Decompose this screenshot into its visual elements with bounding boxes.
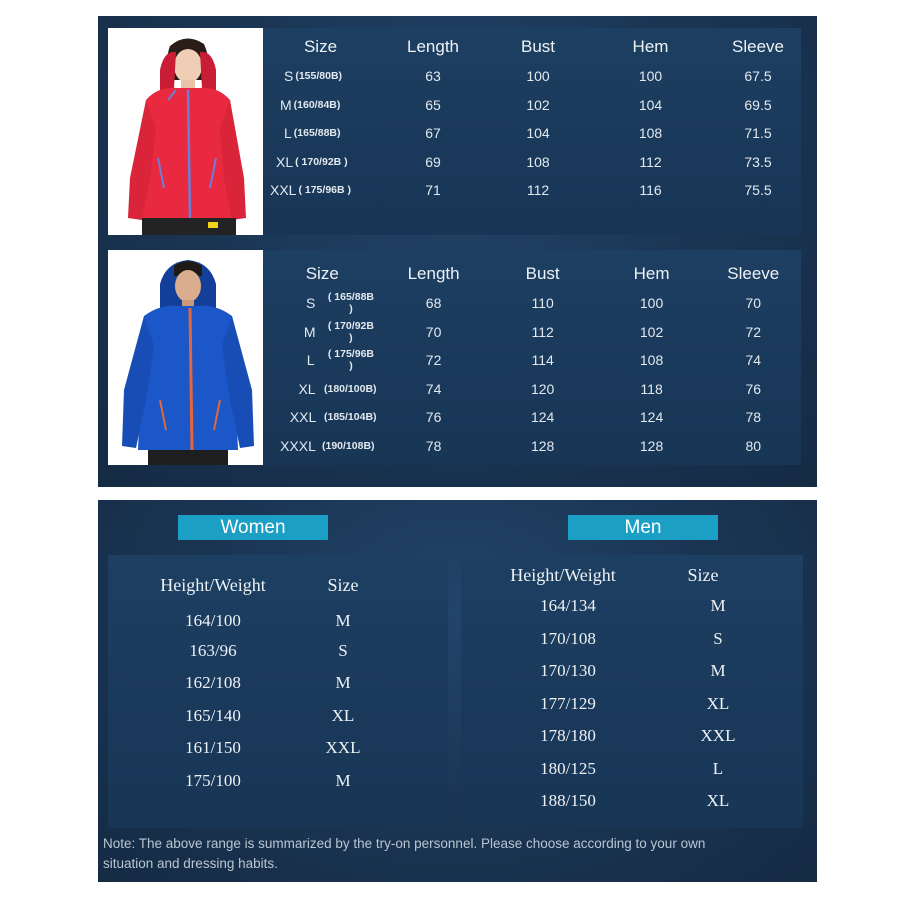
men-label: Men xyxy=(568,515,718,540)
hw-cell: 178/180 xyxy=(540,726,596,746)
size-label: XL xyxy=(276,153,294,170)
size-cell: M xyxy=(335,611,351,631)
table-row xyxy=(268,91,798,120)
size-cell: S xyxy=(713,628,723,648)
table-header-row xyxy=(488,560,768,590)
sleeve-cell: 73.5 xyxy=(744,153,772,170)
size-cell: M xyxy=(710,661,726,681)
size-label: XXL xyxy=(289,409,317,426)
hw-cell: 180/125 xyxy=(540,758,596,778)
hw-cell: 170/108 xyxy=(540,628,596,648)
size-cell: S xyxy=(338,640,348,660)
col-size: Size xyxy=(327,574,359,595)
bust-cell: 112 xyxy=(531,323,554,340)
table-row xyxy=(138,667,398,700)
size-chart-panel xyxy=(98,16,817,487)
size-measure: ( 170/92B ) xyxy=(295,155,348,168)
length-cell: 65 xyxy=(425,96,441,113)
bust-cell: 120 xyxy=(530,380,555,397)
table-row xyxy=(268,119,798,148)
size-measure: (165/88B) xyxy=(293,127,341,140)
women-label: Women xyxy=(178,515,328,540)
hw-cell: 175/100 xyxy=(185,770,241,790)
table-row xyxy=(138,635,398,668)
table-row xyxy=(268,346,798,375)
table-row xyxy=(268,176,798,205)
size-measure: ( 175/96B ) xyxy=(327,348,374,373)
size-measure: (180/100B) xyxy=(324,382,377,395)
length-cell: 70 xyxy=(425,323,442,340)
hem-cell: 112 xyxy=(639,153,662,170)
hem-cell: 108 xyxy=(638,125,663,142)
length-cell: 78 xyxy=(425,437,442,454)
length-cell: 72 xyxy=(425,352,442,369)
table-row xyxy=(138,732,398,765)
hw-cell: 165/140 xyxy=(185,705,241,725)
size-cell: M xyxy=(710,596,726,616)
sleeve-cell: 80 xyxy=(745,437,762,454)
size-label: XXL xyxy=(270,182,297,199)
sleeve-cell: 70 xyxy=(745,295,762,312)
size-cell: XL xyxy=(331,705,355,725)
sleeve-cell: 75.5 xyxy=(744,182,772,199)
hw-cell: 164/100 xyxy=(185,611,241,631)
sleeve-cell: 71.5 xyxy=(744,125,772,142)
col-bust: Bust xyxy=(520,37,556,56)
sleeve-cell: 67.5 xyxy=(744,68,772,85)
hw-cell: 177/129 xyxy=(540,693,596,713)
hw-cell: 188/150 xyxy=(540,791,596,811)
men-fit-table xyxy=(488,560,768,818)
table-row xyxy=(488,688,768,721)
size-label: XL xyxy=(298,380,316,397)
bust-cell: 112 xyxy=(526,182,550,199)
sleeve-cell: 69.5 xyxy=(744,96,772,113)
size-measure: ( 170/92B ) xyxy=(327,319,374,344)
size-measure: ( 165/88B ) xyxy=(327,291,374,316)
bust-cell: 108 xyxy=(526,153,550,170)
table-row xyxy=(268,432,798,461)
sleeve-cell: 76 xyxy=(745,380,762,397)
hem-cell: 118 xyxy=(640,380,663,397)
table-header-row xyxy=(268,32,798,62)
size-measure: ( 175/96B ) xyxy=(298,184,351,197)
length-cell: 76 xyxy=(425,409,442,426)
col-bust: Bust xyxy=(525,264,560,283)
hw-cell: 170/130 xyxy=(540,661,596,681)
bust-cell: 104 xyxy=(526,125,550,142)
hem-cell: 102 xyxy=(639,323,664,340)
hem-cell: 108 xyxy=(639,352,664,369)
length-cell: 69 xyxy=(425,153,441,170)
table-header-row xyxy=(138,568,398,602)
size-cell: XL xyxy=(706,791,730,811)
size-label: L xyxy=(306,352,315,369)
size-label: S xyxy=(306,295,316,312)
size-measure: (155/80B) xyxy=(295,70,343,83)
size-cell: XXL xyxy=(700,726,736,746)
hw-cell: 163/96 xyxy=(189,640,237,660)
length-cell: 74 xyxy=(425,380,442,397)
size-measure: (160/84B) xyxy=(293,98,341,111)
table-row xyxy=(488,590,768,623)
table-row xyxy=(268,289,798,318)
bust-cell: 114 xyxy=(531,352,554,369)
table-row xyxy=(268,62,798,91)
col-height-weight: Height/Weight xyxy=(160,574,266,595)
hem-cell: 116 xyxy=(639,182,662,199)
hem-cell: 100 xyxy=(639,295,664,312)
hw-cell: 164/134 xyxy=(540,596,596,616)
fit-note: Note: The above range is summarized by the try-on personnel. Please choose according to your own situation and dressing habits. xyxy=(103,836,706,871)
size-label: S xyxy=(284,68,294,85)
hem-cell: 128 xyxy=(639,437,664,454)
length-cell: 68 xyxy=(425,295,442,312)
col-sleeve: Sleeve xyxy=(732,37,784,56)
size-cell: L xyxy=(712,758,724,778)
bust-cell: 128 xyxy=(530,437,555,454)
hem-cell: 104 xyxy=(638,96,663,113)
men-model-photo xyxy=(108,250,263,465)
col-length: Length xyxy=(407,264,460,283)
size-measure: (185/104B) xyxy=(324,411,377,424)
women-fit-table xyxy=(138,568,398,797)
col-size: Size xyxy=(305,264,339,283)
table-row xyxy=(488,655,768,688)
table-row xyxy=(268,375,798,404)
size-measure: (190/108B) xyxy=(322,439,375,452)
table-row xyxy=(488,785,768,818)
size-label: M xyxy=(280,96,292,113)
bust-cell: 124 xyxy=(530,409,555,426)
size-cell: XL xyxy=(706,693,730,713)
col-hem: Hem xyxy=(632,37,669,56)
table-row xyxy=(268,318,798,347)
size-label: L xyxy=(284,125,292,142)
fit-reference-panel xyxy=(98,500,817,882)
hw-cell: 162/108 xyxy=(185,673,241,693)
col-hem: Hem xyxy=(633,264,670,283)
size-cell: M xyxy=(335,673,351,693)
col-length: Length xyxy=(407,37,459,56)
length-cell: 63 xyxy=(425,68,441,85)
men-size-table xyxy=(268,259,798,460)
bust-cell: 110 xyxy=(531,295,554,312)
size-cell: M xyxy=(335,770,351,790)
women-model-photo xyxy=(108,28,263,235)
col-size: Size xyxy=(687,564,719,585)
size-label: XXXL xyxy=(280,437,316,454)
table-row xyxy=(138,700,398,733)
length-cell: 67 xyxy=(425,125,441,142)
bust-cell: 102 xyxy=(526,96,550,113)
hw-cell: 161/150 xyxy=(185,738,241,758)
sleeve-cell: 72 xyxy=(745,323,762,340)
table-row xyxy=(268,148,798,177)
table-header-row xyxy=(268,259,798,289)
table-row xyxy=(488,623,768,656)
size-cell: XXL xyxy=(325,738,361,758)
col-size: Size xyxy=(303,37,338,56)
size-label: M xyxy=(303,323,316,340)
sleeve-cell: 74 xyxy=(745,352,762,369)
table-row xyxy=(488,720,768,753)
col-height-weight: Height/Weight xyxy=(510,564,616,585)
length-cell: 71 xyxy=(425,182,441,199)
bust-cell: 100 xyxy=(526,68,550,85)
table-row xyxy=(138,602,398,635)
hem-cell: 124 xyxy=(639,409,664,426)
table-row xyxy=(488,753,768,786)
col-sleeve: Sleeve xyxy=(727,264,780,283)
women-size-table xyxy=(268,32,798,205)
hem-cell: 100 xyxy=(638,68,663,85)
table-row xyxy=(138,765,398,798)
sleeve-cell: 78 xyxy=(745,409,762,426)
table-row xyxy=(268,403,798,432)
